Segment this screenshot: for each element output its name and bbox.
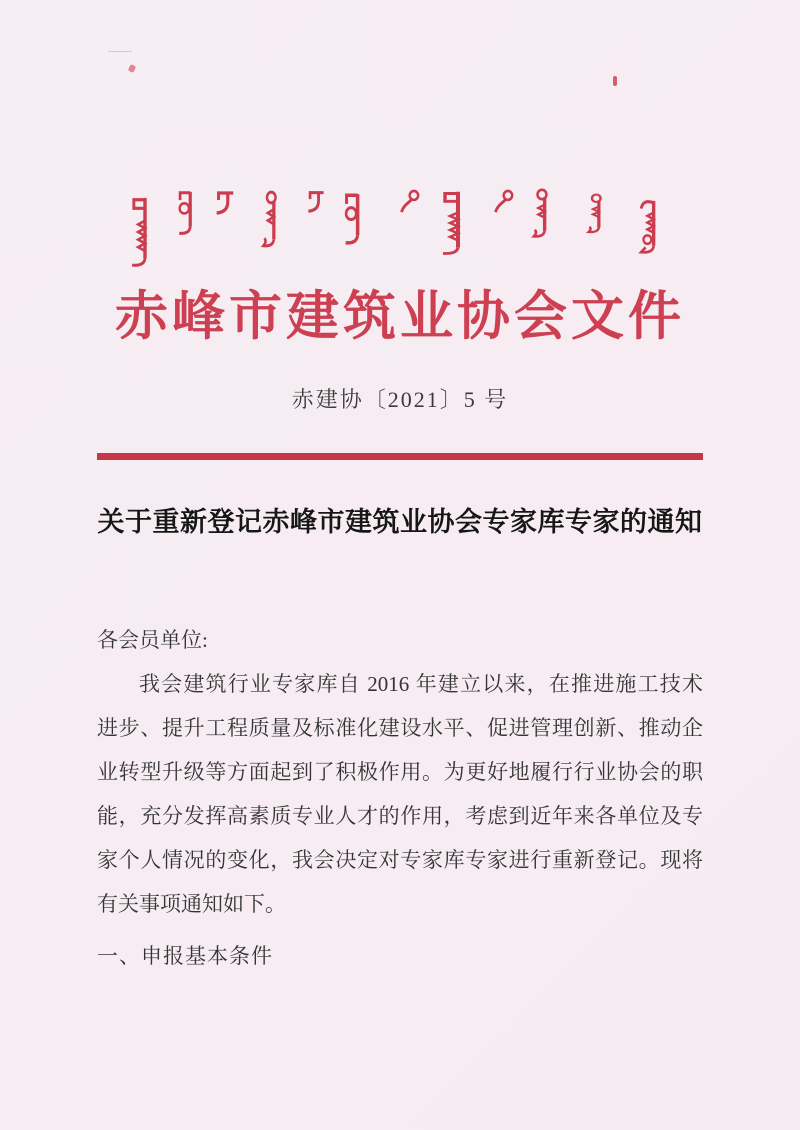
paragraph-line: 能，充分发挥高素质专业人才的作用，考虑到近年来各单位及专 xyxy=(97,804,703,828)
document-title: 关于重新登记赤峰市建筑业协会专家库专家的通知 xyxy=(97,507,703,537)
mongolian-word-icon xyxy=(305,188,327,214)
paragraph-line: 我会建筑行业专家库自 2016 年建立以来，在推进施工技术 xyxy=(139,672,703,696)
salutation: 各会员单位: xyxy=(97,628,208,652)
mongolian-script-banner xyxy=(0,0,800,280)
paragraph-line: 有关事项通知如下。 xyxy=(97,892,286,916)
paragraph-line: 家个人情况的变化，我会决定对专家库专家进行重新登记。现将 xyxy=(97,848,703,872)
paragraph-line: 进步、提升工程质量及标准化建设水平、促进管理创新、推动企 xyxy=(97,716,703,740)
mongolian-word-icon xyxy=(437,190,465,256)
org-title: 赤峰市建筑业协会文件 xyxy=(115,288,685,346)
mongolian-word-icon xyxy=(580,193,604,235)
mongolian-word-icon xyxy=(255,190,279,250)
mongolian-word-icon xyxy=(492,188,515,214)
mongolian-word-icon xyxy=(213,188,237,216)
mongolian-word-icon xyxy=(341,192,365,246)
paragraph-line: 业转型升级等方面起到了积极作用。为更好地履行行业协会的职 xyxy=(97,760,703,784)
doc-number: 赤建协〔2021〕5 号 xyxy=(291,387,509,412)
mongolian-word-icon xyxy=(525,188,550,240)
document-body xyxy=(97,618,703,978)
red-divider-line xyxy=(97,453,703,460)
mongolian-word-icon xyxy=(127,196,151,268)
mongolian-word-icon xyxy=(175,190,197,236)
section-heading: 一、申报基本条件 xyxy=(97,944,273,968)
mongolian-word-icon xyxy=(634,197,659,257)
mongolian-word-icon xyxy=(398,188,421,214)
